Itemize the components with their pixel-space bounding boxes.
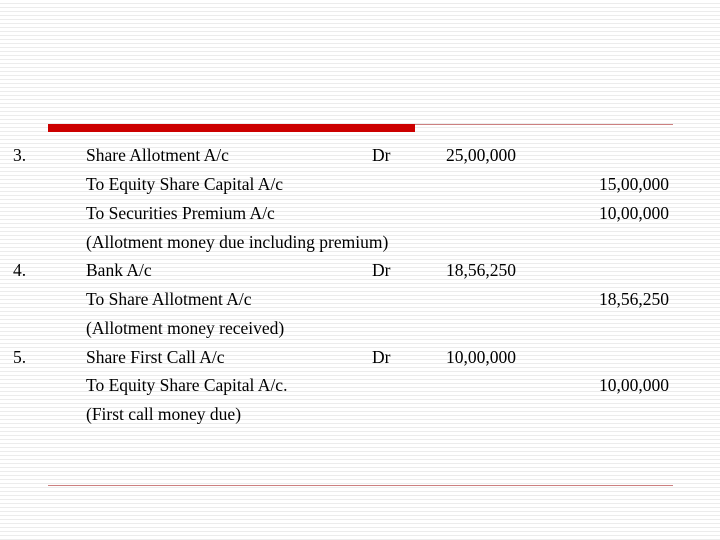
header-accent-bar: [48, 124, 415, 132]
journal-row: [0, 228, 720, 256]
narration-text: (Allotment money received): [86, 318, 285, 338]
credit-amount: 18,56,250: [599, 289, 669, 309]
journal-row: [0, 256, 720, 284]
debit-amount: 25,00,000: [446, 145, 516, 165]
entry-number: 4.: [13, 260, 27, 280]
debit-amount: 18,56,250: [446, 260, 516, 280]
journal-row: [0, 314, 720, 342]
header-rule-line: [415, 124, 673, 125]
credit-amount: 15,00,000: [599, 174, 669, 194]
journal-row: [0, 141, 720, 169]
journal-row: [0, 170, 720, 198]
journal-row: [0, 371, 720, 399]
dr-marker: Dr: [372, 347, 391, 367]
entry-number: 5.: [13, 347, 27, 367]
dr-marker: Dr: [372, 260, 391, 280]
narration-text: (First call money due): [86, 404, 242, 424]
journal-row: [0, 285, 720, 313]
credit-amount: 10,00,000: [599, 375, 669, 395]
journal-row: [0, 400, 720, 428]
account-text: Share First Call A/c: [86, 347, 225, 367]
dr-marker: Dr: [372, 145, 391, 165]
journal-row: [0, 343, 720, 371]
journal-row: [0, 199, 720, 227]
account-text: To Share Allotment A/c: [86, 289, 252, 309]
debit-amount: 10,00,000: [446, 347, 516, 367]
account-text: Share Allotment A/c: [86, 145, 229, 165]
account-text: Bank A/c: [86, 260, 152, 280]
account-text: To Securities Premium A/c: [86, 203, 275, 223]
account-text: To Equity Share Capital A/c: [86, 174, 284, 194]
entry-number: 3.: [13, 145, 27, 165]
credit-amount: 10,00,000: [599, 203, 669, 223]
account-text: To Equity Share Capital A/c.: [86, 375, 288, 395]
narration-text: (Allotment money due including premium): [86, 232, 389, 252]
footer-rule-line: [48, 485, 673, 486]
